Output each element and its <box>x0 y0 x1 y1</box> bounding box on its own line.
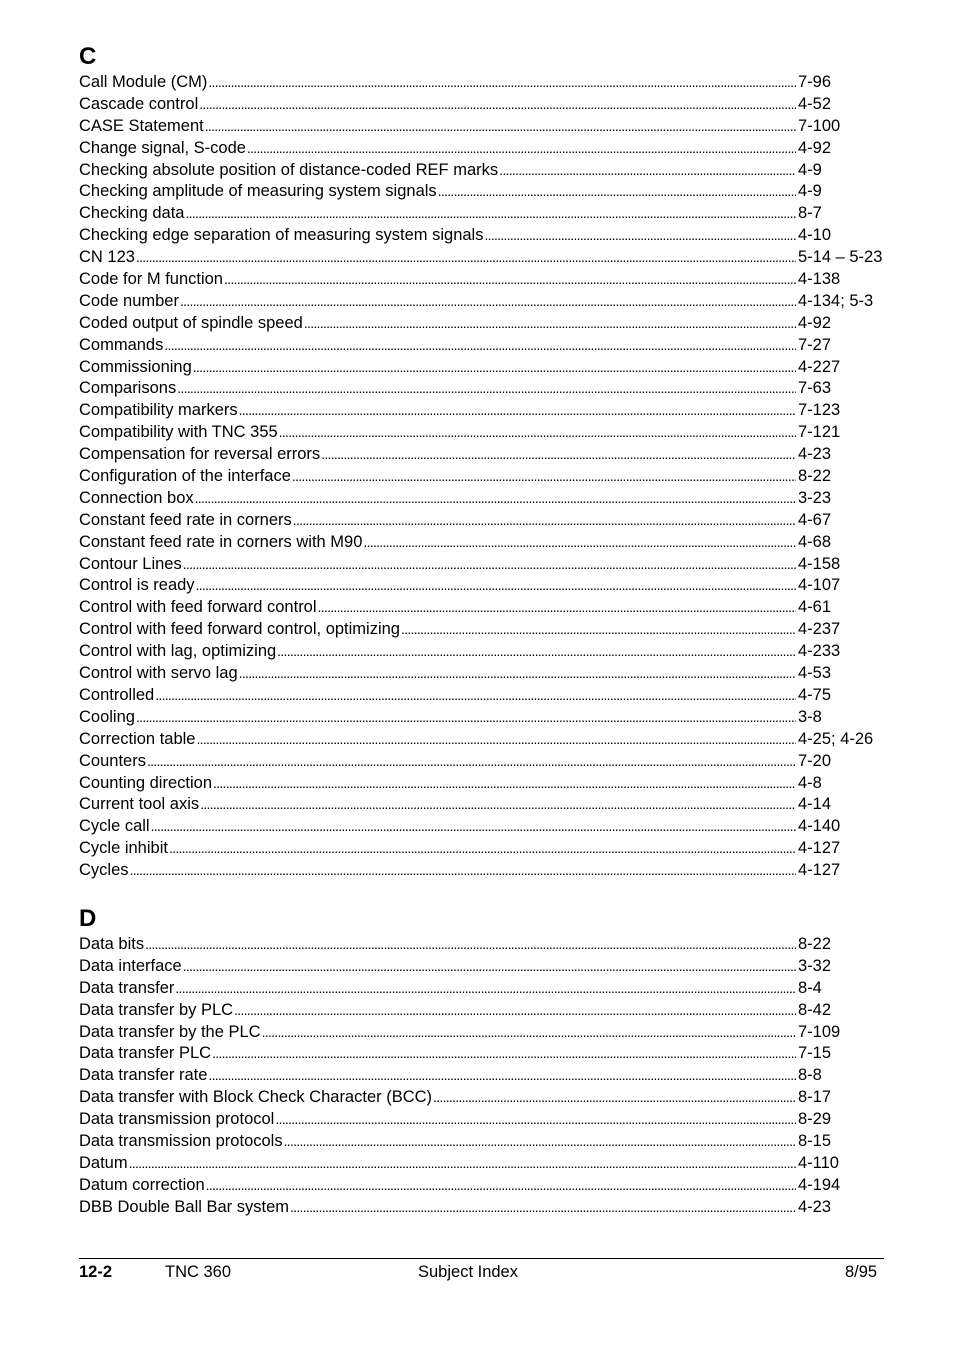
entry-label: Data transfer by the PLC <box>79 1022 261 1041</box>
index-entry <box>79 335 879 357</box>
dot-leader <box>279 422 796 444</box>
index-entry <box>79 816 879 838</box>
entry-label: Data transfer rate <box>79 1066 208 1085</box>
index-entry <box>79 575 879 597</box>
entry-page-ref: 4-75 <box>798 685 832 704</box>
footer-date: 8/95 <box>845 1263 878 1281</box>
dot-leader <box>275 1109 796 1131</box>
index-entry <box>79 488 879 510</box>
entry-page-ref: 8-42 <box>798 1000 832 1019</box>
entry-page-ref: 4-237 <box>798 620 841 639</box>
entry-page-ref: 4-107 <box>798 576 841 595</box>
index-entry <box>79 422 879 444</box>
dot-leader <box>401 619 796 641</box>
entry-label: Change signal, S-code <box>79 138 246 157</box>
footer-divider <box>79 1258 884 1259</box>
dot-leader <box>147 751 796 773</box>
index-entry <box>79 269 879 291</box>
index-entry <box>79 116 879 138</box>
entry-label: Control is ready <box>79 576 195 595</box>
entry-page-ref: 8-4 <box>798 978 822 997</box>
entry-page-ref: 7-15 <box>798 1044 832 1063</box>
index-entry <box>79 225 879 247</box>
entry-label: Data transfer <box>79 978 175 997</box>
dot-leader <box>304 313 796 335</box>
entry-label: Data interface <box>79 956 182 975</box>
entry-page-ref: 4-25; 4-26 <box>798 729 874 748</box>
entry-page-ref: 4-158 <box>798 554 841 573</box>
entry-page-ref: 7-121 <box>798 423 841 442</box>
entry-label: Counters <box>79 751 146 770</box>
entry-page-ref: 3-23 <box>798 488 832 507</box>
dot-leader <box>193 357 796 379</box>
entry-page-ref: 3-32 <box>798 956 832 975</box>
entry-label: Data transfer by PLC <box>79 1000 234 1019</box>
dot-leader <box>277 641 796 663</box>
entry-page-ref: 4-9 <box>798 160 822 179</box>
entry-page-ref: 3-8 <box>798 707 822 726</box>
entry-label: Constant feed rate in corners with M90 <box>79 532 363 551</box>
footer-page-number: 12-2 <box>79 1263 113 1281</box>
dot-leader <box>130 860 796 882</box>
dot-leader <box>239 400 796 422</box>
index-entry <box>79 444 879 466</box>
entry-label: Cooling <box>79 707 135 726</box>
entry-page-ref: 4-194 <box>798 1175 841 1194</box>
index-entry <box>79 641 879 663</box>
entry-label: Commissioning <box>79 357 192 376</box>
entry-page-ref: 4-61 <box>798 598 832 617</box>
dot-leader <box>484 225 796 247</box>
dot-leader <box>175 978 796 1000</box>
entry-page-ref: 8-15 <box>798 1132 832 1151</box>
entry-page-ref: 4-68 <box>798 532 832 551</box>
entry-label: Compatibility markers <box>79 401 238 420</box>
entry-label: Checking absolute position of distance-coded REF marks <box>79 160 499 179</box>
dot-leader <box>136 707 796 729</box>
entry-page-ref: 7-109 <box>798 1022 841 1041</box>
entry-page-ref: 4-9 <box>798 182 822 201</box>
index-entry <box>79 1153 879 1175</box>
dot-leader <box>247 138 796 160</box>
entry-list <box>79 72 883 882</box>
dot-leader <box>177 378 796 400</box>
dot-leader <box>145 934 796 956</box>
dot-leader <box>499 160 796 182</box>
entry-label: Compensation for reversal errors <box>79 445 321 464</box>
dot-leader <box>205 116 796 138</box>
index-entry <box>79 1000 879 1022</box>
index-entry <box>79 203 879 225</box>
entry-label: CN 123 <box>79 248 135 267</box>
entry-label: Controlled <box>79 685 155 704</box>
dot-leader <box>433 1087 796 1109</box>
index-entry <box>79 94 879 116</box>
entry-label: Constant feed rate in corners <box>79 510 292 529</box>
index-entry <box>79 619 879 641</box>
dot-leader <box>206 1175 796 1197</box>
entry-label: Cycles <box>79 861 129 880</box>
index-entry <box>79 313 879 335</box>
index-entry <box>79 1109 879 1131</box>
entry-page-ref: 4-227 <box>798 357 841 376</box>
dot-leader <box>363 532 796 554</box>
entry-label: Current tool axis <box>79 795 200 814</box>
entry-page-ref: 4-140 <box>798 817 841 836</box>
dot-leader <box>321 444 796 466</box>
entry-label: Data transfer with Block Check Character (BCC) <box>79 1088 433 1107</box>
index-entry <box>79 1131 879 1153</box>
index-entry <box>79 138 879 160</box>
index-entry <box>79 378 879 400</box>
dot-leader <box>284 1131 796 1153</box>
index-entry <box>79 978 879 1000</box>
index-entry <box>79 707 879 729</box>
dot-leader <box>196 575 796 597</box>
entry-label: CASE Statement <box>79 116 204 135</box>
dot-leader <box>129 1153 796 1175</box>
dot-leader <box>151 816 796 838</box>
dot-leader <box>169 838 796 860</box>
entry-page-ref: 4-127 <box>798 861 841 880</box>
entry-label: Configuration of the interface <box>79 467 291 486</box>
entry-label: Checking amplitude of measuring system signals <box>79 182 437 201</box>
index-section-c <box>79 42 883 882</box>
entry-page-ref: 7-63 <box>798 379 832 398</box>
entry-label: Data transmission protocols <box>79 1132 283 1151</box>
dot-leader <box>290 1197 796 1219</box>
dot-leader <box>234 1000 796 1022</box>
entry-label: Datum correction <box>79 1175 205 1194</box>
entry-list <box>79 934 879 1219</box>
entry-label: Cycle inhibit <box>79 839 168 858</box>
index-entry <box>79 1087 879 1109</box>
dot-leader <box>208 1065 796 1087</box>
entry-page-ref: 7-100 <box>798 116 841 135</box>
index-entry <box>79 663 879 685</box>
dot-leader <box>180 291 796 313</box>
dot-leader <box>224 269 796 291</box>
entry-page-ref: 4-23 <box>798 445 832 464</box>
section-letter: C <box>79 43 97 70</box>
entry-page-ref: 5-14 – 5-23 <box>798 248 883 267</box>
index-entry <box>79 291 879 313</box>
dot-leader <box>164 335 796 357</box>
index-entry <box>79 532 879 554</box>
entry-page-ref: 8-29 <box>798 1110 832 1129</box>
index-entry <box>79 934 879 956</box>
entry-page-ref: 4-53 <box>798 664 832 683</box>
entry-page-ref: 4-138 <box>798 270 841 289</box>
entry-page-ref: 4-52 <box>798 94 832 113</box>
entry-label: Data transmission protocol <box>79 1110 275 1129</box>
dot-leader <box>292 466 796 488</box>
entry-page-ref: 7-96 <box>798 73 832 91</box>
entry-page-ref: 8-7 <box>798 204 822 223</box>
dot-leader <box>195 488 796 510</box>
index-entry <box>79 794 879 816</box>
index-entry <box>79 956 879 978</box>
entry-page-ref: 7-27 <box>798 335 832 354</box>
entry-label: Datum <box>79 1153 128 1172</box>
index-entry <box>79 838 879 860</box>
index-entry <box>79 597 879 619</box>
entry-page-ref: 4-10 <box>798 226 832 245</box>
entry-page-ref: 8-17 <box>798 1088 832 1107</box>
dot-leader <box>318 597 796 619</box>
index-entry <box>79 181 879 203</box>
index-entry <box>79 72 879 94</box>
entry-label: Comparisons <box>79 379 177 398</box>
entry-label: Call Module (CM) <box>79 73 208 91</box>
index-entry <box>79 466 879 488</box>
entry-page-ref: 8-22 <box>798 467 832 486</box>
section-letter: D <box>79 905 97 932</box>
entry-label: Code for M function <box>79 270 223 289</box>
index-entry <box>79 729 879 751</box>
index-entry <box>79 1043 879 1065</box>
entry-label: Correction table <box>79 729 196 748</box>
entry-page-ref: 4-8 <box>798 773 822 792</box>
entry-page-ref: 4-23 <box>798 1197 832 1216</box>
index-entry <box>79 357 879 379</box>
entry-page-ref: 8-22 <box>798 935 832 953</box>
entry-label: Control with servo lag <box>79 664 238 683</box>
dot-leader <box>183 956 796 978</box>
index-entry <box>79 554 879 576</box>
entry-label: Cycle call <box>79 817 150 836</box>
entry-label: Contour Lines <box>79 554 182 573</box>
index-entry <box>79 773 879 795</box>
dot-leader <box>239 663 796 685</box>
entry-label: DBB Double Ball Bar system <box>79 1197 289 1216</box>
index-entry <box>79 1197 879 1219</box>
entry-page-ref: 7-123 <box>798 401 841 420</box>
dot-leader <box>438 181 796 203</box>
entry-label: Counting direction <box>79 773 212 792</box>
entry-label: Data bits <box>79 935 145 953</box>
dot-leader <box>199 94 796 116</box>
footer-title: Subject Index <box>418 1263 518 1281</box>
dot-leader <box>212 1043 796 1065</box>
entry-page-ref: 4-134; 5-3 <box>798 291 874 310</box>
entry-label: Commands <box>79 335 164 354</box>
index-entry <box>79 1175 879 1197</box>
index-entry <box>79 510 879 532</box>
dot-leader <box>208 72 796 94</box>
dot-leader <box>183 554 796 576</box>
entry-page-ref: 4-67 <box>798 510 832 529</box>
entry-page-ref: 8-8 <box>798 1066 822 1085</box>
entry-page-ref: 4-92 <box>798 138 832 157</box>
entry-page-ref: 7-20 <box>798 751 832 770</box>
entry-page-ref: 4-92 <box>798 313 832 332</box>
entry-label: Control with lag, optimizing <box>79 642 277 661</box>
entry-page-ref: 4-127 <box>798 839 841 858</box>
dot-leader <box>262 1022 796 1044</box>
index-section-d <box>79 904 879 1219</box>
entry-label: Coded output of spindle speed <box>79 313 303 332</box>
index-entry <box>79 685 879 707</box>
dot-leader <box>155 685 796 707</box>
entry-page-ref: 4-233 <box>798 642 841 661</box>
entry-label: Control with feed forward control <box>79 598 317 617</box>
index-entry <box>79 751 879 773</box>
entry-label: Data transfer PLC <box>79 1044 212 1063</box>
entry-label: Compatibility with TNC 355 <box>79 423 278 442</box>
entry-label: Cascade control <box>79 94 199 113</box>
index-entry <box>79 160 879 182</box>
index-entry <box>79 1065 879 1087</box>
index-entry <box>79 400 879 422</box>
index-entry <box>79 1022 879 1044</box>
entry-label: Code number <box>79 291 179 310</box>
dot-leader <box>186 203 797 225</box>
entry-label: Checking data <box>79 204 185 223</box>
dot-leader <box>196 729 796 751</box>
index-entry <box>79 247 883 269</box>
dot-leader <box>200 794 796 816</box>
entry-page-ref: 4-14 <box>798 795 832 814</box>
entry-page-ref: 4-110 <box>798 1153 839 1172</box>
dot-leader <box>136 247 796 269</box>
entry-label: Connection box <box>79 488 194 507</box>
footer-model: TNC 360 <box>165 1263 232 1281</box>
index-entry <box>79 860 879 882</box>
dot-leader <box>293 510 796 532</box>
entry-label: Control with feed forward control, optimizing <box>79 620 400 639</box>
entry-label: Checking edge separation of measuring system signals <box>79 226 484 245</box>
dot-leader <box>213 773 796 795</box>
